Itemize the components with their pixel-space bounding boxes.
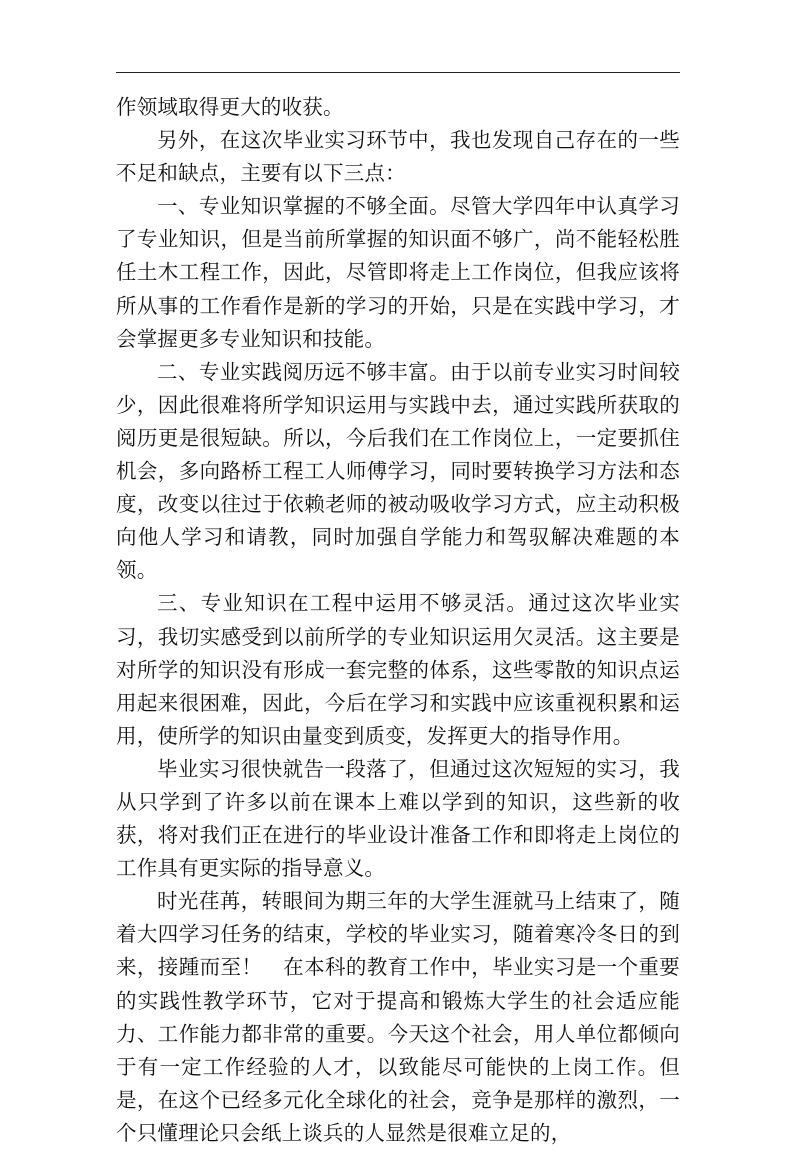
- paragraph-continuation: 作领域取得更大的收获。: [116, 95, 344, 119]
- paragraph-point-two: 二、专业实践阅历远不够丰富。由于以前专业实习时间较少，因此很难将所学知识运用与实践中去，通过实践所获取的阅历更是很短缺。所以，今后我们在工作岗位上，一定要抓住机会，多向路桥工程工人师傅学习，同时要转换学习方法和态度，改变以往过于依赖老师的被动吸收学习方式，应主动积极向他人学习和请教，同时加强自学能力和驾驭解决难题的本领。: [116, 359, 680, 583]
- paragraph-reflection: 时光荏苒，转眼间为期三年的大学生涯就马上结束了，随着大四学习任务的结束，学校的毕业实习，随着寒冷冬日的到来，接踵而至！ 在本科的教育工作中，毕业实习是一个重要的实践性教学环节，它对于提高和锻炼大学生的社会适应能力、工作能力都非常的重要。今天这个社会，用人单位都倾向于有一定工作经验的人才，以致能尽可能快的上岗工作。但是，在这个已经多元化全球化的社会，竞争是那样的激烈，一个只懂理论只会纸上谈兵的人显然是很难立足的，: [116, 889, 680, 1145]
- paragraph-point-one: 一、专业知识掌握的不够全面。尽管大学四年中认真学习了专业知识，但是当前所掌握的知识面不够广，尚不能轻松胜任土木工程工作，因此，尽管即将走上工作岗位，但我应该将所从事的工作看作是新的学习的开始，只是在实践中学习，才会掌握更多专业知识和技能。: [116, 194, 680, 351]
- document-body: [116, 91, 680, 1150]
- header-rule: [116, 72, 680, 73]
- paragraph-conclusion: 毕业实习很快就告一段落了，但通过这次短短的实习，我从只学到了许多以前在课本上难以学到的知识，这些新的收获，将对我们正在进行的毕业设计准备工作和即将走上岗位的工作具有更实际的指导意义。: [116, 756, 680, 881]
- paragraph-point-three: 三、专业知识在工程中运用不够灵活。通过这次毕业实习，我切实感受到以前所学的专业知识运用欠灵活。这主要是对所学的知识没有形成一套完整的体系，这些零散的知识点运用起来很困难，因此，今后在学习和实践中应该重视积累和运用，使所学的知识由量变到质变，发挥更大的指导作用。: [116, 591, 680, 748]
- paragraph-shortcomings-intro: 另外，在这次毕业实习环节中，我也发现自己存在的一些不足和缺点，主要有以下三点：: [116, 128, 680, 186]
